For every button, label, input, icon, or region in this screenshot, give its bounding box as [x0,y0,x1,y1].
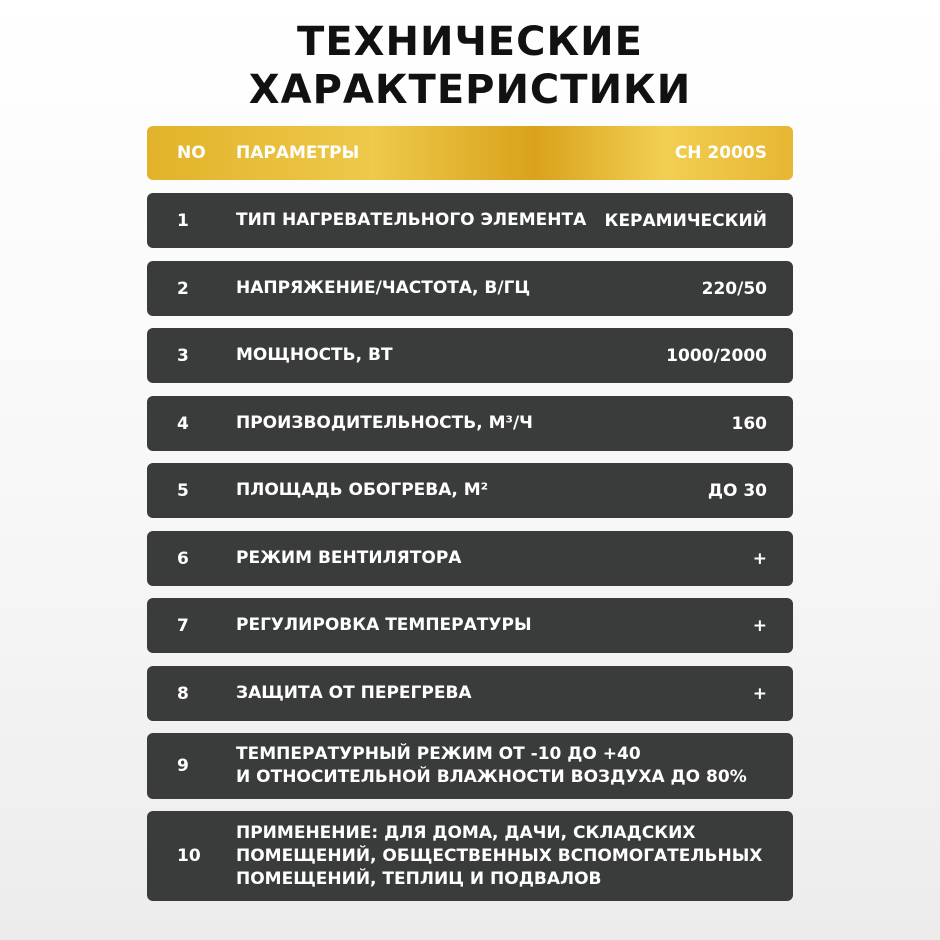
table-row [147,328,793,383]
param-line: ПРОИЗВОДИТЕЛЬНОСТЬ, М³/Ч [236,413,533,433]
row-value: КЕРАМИЧЕСКИЙ [604,210,767,231]
table-row [147,666,793,721]
row-param [236,531,461,586]
table-row [147,811,793,901]
row-param [236,463,488,518]
param-line: ТЕМПЕРАТУРНЫЙ РЕЖИМ ОТ -10 ДО +40 [236,744,641,764]
row-param [236,328,393,383]
row-param [236,733,747,799]
param-line: ПОМЕЩЕНИЙ, ТЕПЛИЦ И ПОДВАЛОВ [236,868,602,889]
row-param [236,811,762,901]
page-title [0,18,940,114]
header-param: ПАРАМЕТРЫ [236,142,360,163]
row-no: 6 [177,548,189,569]
table-row [147,531,793,586]
row-value: + [752,548,767,569]
param-line: ЗАЩИТА ОТ ПЕРЕГРЕВА [236,683,472,703]
param-line: ПОМЕЩЕНИЙ, ОБЩЕСТВЕННЫХ ВСПОМОГАТЕЛЬНЫХ [236,845,763,866]
row-no: 10 [177,846,201,866]
param-line: РЕЖИМ ВЕНТИЛЯТОРА [236,548,462,568]
table-header-row [147,126,793,180]
row-no: 4 [177,413,189,434]
param-line: НАПРЯЖЕНИЕ/ЧАСТОТА, В/ГЦ [236,278,531,298]
row-value: + [752,683,767,704]
row-param [236,193,586,248]
param-line: МОЩНОСТЬ, ВТ [236,345,393,365]
row-value: 160 [731,413,767,434]
row-value: ДО 30 [707,480,767,501]
row-no: 9 [177,756,189,776]
row-param [236,666,472,721]
table-row [147,396,793,451]
row-param [236,598,532,653]
row-param [236,396,533,451]
param-line: РЕГУЛИРОВКА ТЕМПЕРАТУРЫ [236,615,532,635]
title-line-1: ТЕХНИЧЕСКИЕ [297,19,643,65]
table-row [147,463,793,518]
param-line: ТИП НАГРЕВАТЕЛЬНОГО ЭЛЕМЕНТА [236,210,587,230]
header-value: CH 2000S [674,143,767,163]
table-row [147,261,793,316]
param-line: И ОТНОСИТЕЛЬНОЙ ВЛАЖНОСТИ ВОЗДУХА ДО 80% [236,767,747,787]
table-row [147,598,793,653]
row-no: 2 [177,278,189,299]
param-line: ПЛОЩАДЬ ОБОГРЕВА, М² [236,480,489,500]
param-line: ПРИМЕНЕНИЕ: ДЛЯ ДОМА, ДАЧИ, СКЛАДСКИХ [236,822,696,843]
row-no: 8 [177,683,189,704]
title-line-2: ХАРАКТЕРИСТИКИ [248,67,692,113]
row-no: 5 [177,480,189,501]
table-row [147,733,793,799]
row-no: 7 [177,615,189,636]
row-value: 220/50 [701,278,767,299]
row-no: 3 [177,345,189,366]
table-row [147,193,793,248]
row-no: 1 [177,210,189,231]
header-no: NO [177,143,206,163]
row-param [236,261,530,316]
row-value: 1000/2000 [666,345,767,366]
row-value: + [752,615,767,636]
